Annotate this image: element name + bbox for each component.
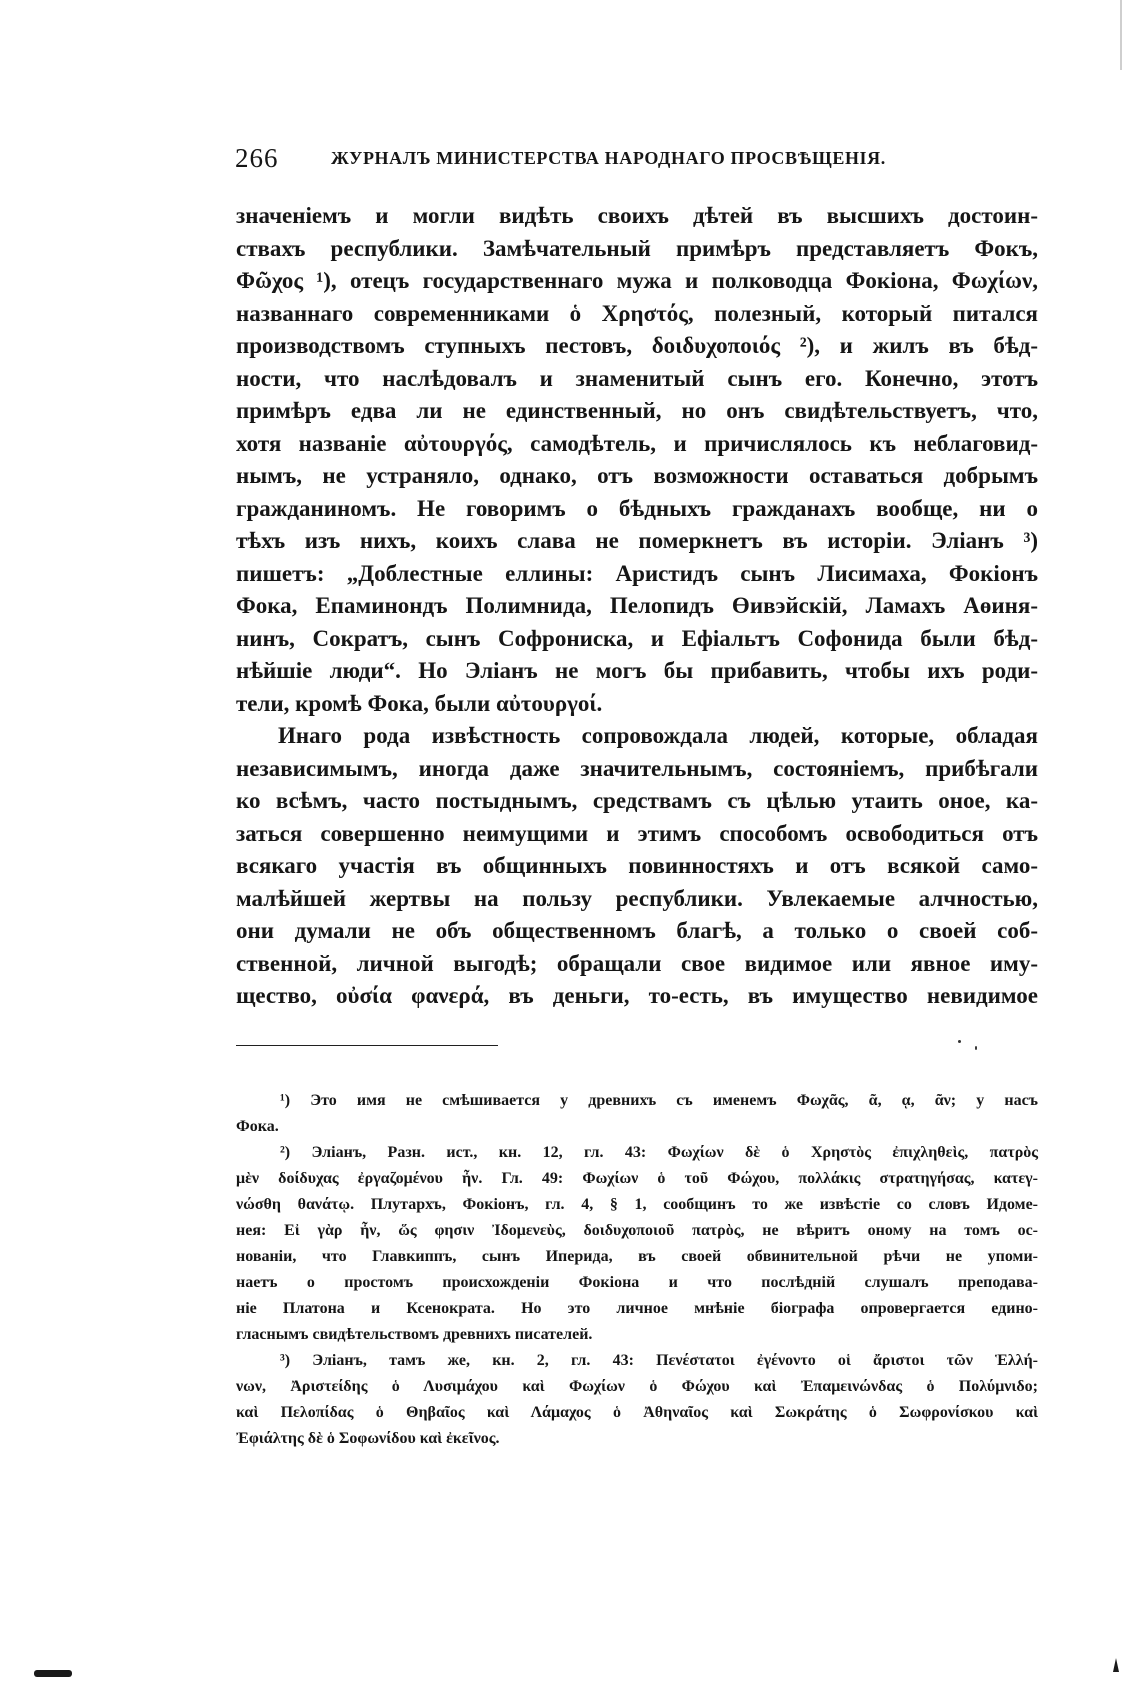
- text-line: щество, οὐσία φανερά, въ деньги, то-есть, въ имущество невидимое: [236, 983, 1038, 1008]
- text-line: гражданиномъ. Не говоримъ о бѣдныхъ гражданахъ вообще, ни о: [236, 495, 1038, 521]
- page-header: [235, 143, 1035, 179]
- text-line: пишетъ: „Доблестные еллины: Аристидъ сынъ Лисимаха, Фокіонъ: [236, 560, 1038, 586]
- text-line: Φῶχος ¹), отецъ государственнаго мужа и полководца Фокіона, Φωχίων,: [236, 268, 1038, 293]
- text-line: заться совершенно неимущими и этимъ способомъ освободиться отъ: [236, 820, 1038, 846]
- footnotes: [236, 1088, 1038, 1452]
- footnote-line: нованіи, что Главкиппъ, сынъ Иперида, въ своей обвинительной рѣчи не упоми-: [236, 1248, 1038, 1265]
- running-title: ЖУРНАЛЪ МИНИСТЕРСТВА НАРОДНАГО ПРОСВѢЩЕНІЯ.: [331, 148, 886, 168]
- footnote-line: ніе Платона и Ксенократа. Но это личное мнѣніе біографа опровергается едино-: [236, 1300, 1038, 1317]
- scan-speck: [958, 1040, 961, 1043]
- text-line: нымъ, не устраняло, однако, отъ возможности оставаться добрымъ: [236, 463, 1038, 488]
- text-line: хотя названіе αὐτουργός, самодѣтель, и причислялось къ неблаговид-: [236, 430, 1038, 456]
- text-line: всякаго участія въ общинныхъ повинностяхъ и отъ всякой само-: [236, 853, 1038, 878]
- text-line: ственной, личной выгодѣ; обращали свое видимое или явное иму-: [236, 950, 1038, 976]
- footnote-line: ²) Эліанъ, Разн. ист., кн. 12, гл. 43: Φωχίων δὲ ὁ Χρηστὸς ἐπιχληθεὶς, πατρὸς: [280, 1144, 1038, 1161]
- text-line: нинъ, Сократъ, сынъ Софрониска, и Ефіальтъ Софонида были бѣд-: [236, 625, 1038, 651]
- footnote-line: ¹) Это имя не смѣшивается у древнихъ съ именемъ Φωχᾶς, ᾶ, ᾳ, ᾶν; у насъ: [280, 1092, 1038, 1109]
- text-line: тели, кромѣ Фока, были αὐτουργοί.: [236, 690, 603, 716]
- main-text: [236, 200, 1038, 1013]
- footnote-line: Фока.: [236, 1118, 279, 1135]
- text-line: тѣхъ изъ нихъ, коихъ слава не померкнетъ въ исторіи. Эліанъ ³): [236, 528, 1038, 553]
- scan-mark-right: [1113, 1658, 1119, 1672]
- footnote-line: гласнымъ свидѣтельствомъ древнихъ писателей.: [236, 1326, 593, 1343]
- text-line: они думали не объ общественномъ благѣ, а только о своей соб-: [236, 918, 1038, 943]
- text-line: независимымъ, иногда даже значительнымъ, состояніемъ, прибѣгали: [236, 755, 1038, 781]
- text-line: значеніемъ и могли видѣть своихъ дѣтей въ высшихъ достоин-: [236, 203, 1038, 228]
- footnote-separator: [236, 1045, 498, 1046]
- footnote-line: νώσθη θανάτῳ. Плутархъ, Фокіонъ, гл. 4, § 1, сообщинъ то же извѣстіе со словъ Идоме-: [236, 1196, 1038, 1213]
- text-line: производствомъ ступныхъ пестовъ, δοιδυχοποιός ²), и жилъ въ бѣд-: [236, 333, 1038, 358]
- text-line: Фока, Епаминондъ Полимнида, Пелопидъ Өивэйскій, Ламахъ Аөиня-: [236, 593, 1038, 618]
- footnote-line: ³) Эліанъ, тамъ же, кн. 2, гл. 43: Πενέστατοι ἐγένοντο οἱ ἄριστοι τῶν Ἑλλή-: [280, 1352, 1038, 1369]
- scan-speck: [975, 1046, 977, 1050]
- text-line: ствахъ республики. Замѣчательный примѣръ представляетъ Фокъ,: [236, 235, 1038, 261]
- footnote-line: Ἐφιάλτης δὲ ὁ Σοφωνίδου καὶ ἐκεῖνος.: [236, 1430, 500, 1447]
- text-line: нѣйшіе люди“. Но Эліанъ не могъ бы прибавить, чтобы ихъ роди-: [236, 658, 1038, 683]
- footnote-line: μὲν δοίδυχας ἐργαζομένου ἦν. Гл. 49: Φωχίων ὁ τοῦ Φώχου, πολλάκις στρατηγήσας, κατεγ-: [236, 1170, 1038, 1187]
- text-line: названнаго современниками ὁ Χρηστός, полезный, который питался: [236, 300, 1038, 326]
- footnote-line: наетъ о простомъ происхожденіи Фокіона и что послѣдній слушалъ преподава-: [236, 1274, 1038, 1291]
- text-line: ности, что наслѣдовалъ и знаменитый сынъ его. Конечно, этотъ: [236, 365, 1038, 391]
- footnote-line: нея: Εἰ γὰρ ἦν, ὥς φησιν Ἰδομενεὺς, δοιδυχοποιοῦ πατρὸς, не вѣритъ оному на томъ ос-: [236, 1222, 1038, 1239]
- footnote-line: καὶ Πελοπίδας ὁ Θηβαῖος καὶ Λάμαχος ὁ Ἀθηναῖος καὶ Σωκράτης ὁ Σωφρονίσκου καὶ: [236, 1404, 1038, 1421]
- scan-edge-line: [1120, 0, 1122, 70]
- scan-mark-left: [34, 1670, 72, 1677]
- text-line: малѣйшей жертвы на пользу республики. Увлекаемые алчностью,: [236, 885, 1038, 911]
- page-number: 266: [235, 143, 279, 173]
- text-line: примѣръ едва ли не единственный, но онъ свидѣтельствуетъ, что,: [236, 398, 1038, 423]
- footnote-line: νων, Ἀριστείδης ὁ Λυσιμάχου καὶ Φωχίων ὁ Φώχου καὶ Ἐπαμεινώνδας ὁ Πολύμνιδο;: [236, 1378, 1038, 1395]
- text-line: Инаго рода извѣстность сопровождала людей, которые, обладая: [278, 723, 1038, 748]
- text-line: ко всѣмъ, часто постыднымъ, средствамъ съ цѣлью утаить оное, ка-: [236, 788, 1038, 813]
